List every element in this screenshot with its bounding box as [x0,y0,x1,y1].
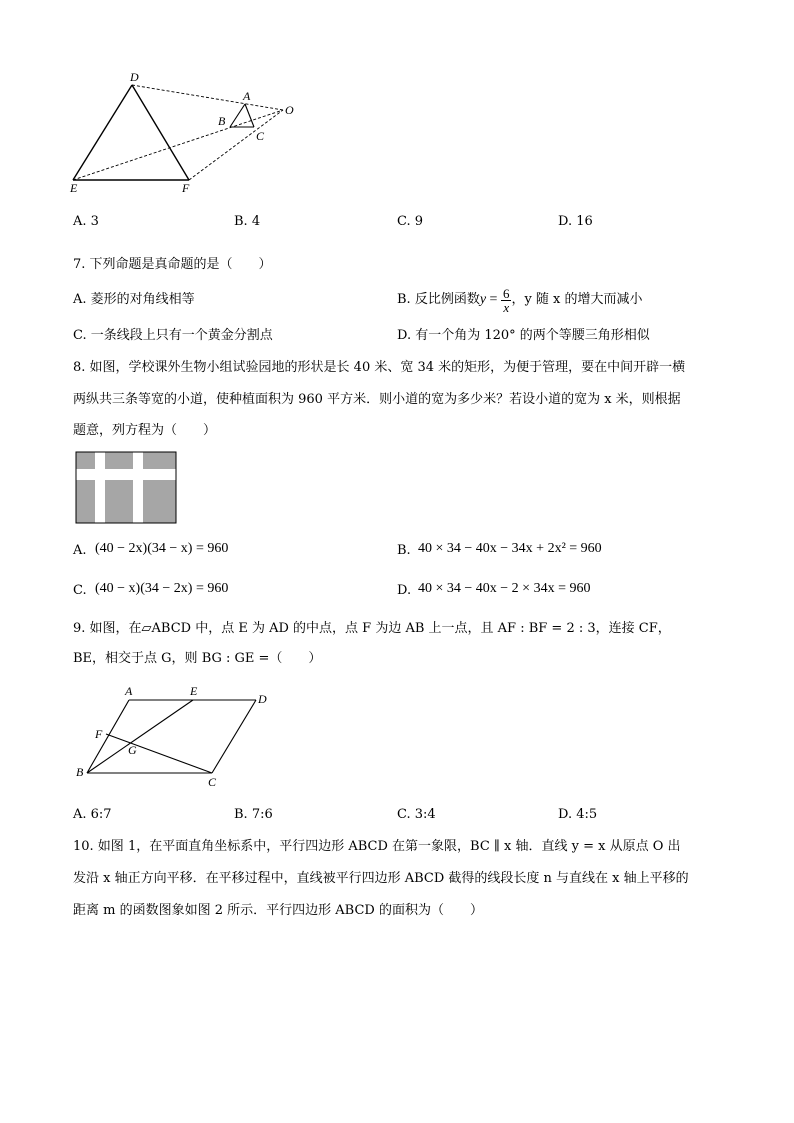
q7-option-b-prefix: B. 反比例函数 [397,292,480,307]
segment-BE [87,700,193,773]
q8-stem-line1: 8. 如图，学校课外生物小组试验园地的形状是长 40 米、宽 34 米的矩形，为便于管理，要在中间开辟一横 [73,360,686,375]
q7-option-b-suffix: ，y 随 x 的增大而减小 [511,292,643,307]
q10-stem-line2: 发沿 x 轴正方向平移．在平移过程中，直线被平行四边形 ABCD 截得的线段长度 n 与直线在 x 轴上平移的 [73,871,689,886]
q7-fraction-numerator: 6 [502,285,510,301]
side-AB [87,700,129,773]
q9-option-a[interactable]: A. 6:7 [73,807,112,822]
q9-stem-line1: 9. 如图，在▱ABCD 中，点 E 为 AD 的中点，点 F 为边 AB 上一点，且 AF : BF = 2 : 3，连接 CF， [73,621,671,636]
segment-CF [106,734,212,773]
q9-option-c[interactable]: C. 3:4 [397,807,436,822]
q8-option-b-equation[interactable]: 40 × 34 − 40x − 34x + 2x² = 960 [418,541,602,556]
q9-label-A: A [125,684,133,698]
q6-option-a[interactable]: A. 3 [73,214,99,229]
q6-option-d[interactable]: D. 16 [558,214,593,229]
q9-label-G: G [128,743,137,757]
q9-option-b[interactable]: B. 7:6 [234,807,273,822]
q9-label-D: D [258,692,267,706]
q6-label-C: C [256,129,265,143]
q8-stem-line2: 两纵共三条等宽的小道，使种植面积为 960 平方米．则小道的宽为多少米？若设小道的宽为 x 米，则根据 [73,392,681,407]
q6-option-b[interactable]: B. 4 [234,214,261,229]
q8-option-d-equation[interactable]: 40 × 34 − 40x − 2 × 34x = 960 [418,581,591,596]
q9-label-E: E [190,684,198,698]
q9-label-C: C [208,775,217,789]
q8-option-c-equation[interactable]: (40 − x)(34 − 2x) = 960 [95,581,229,596]
side-DC [212,700,256,773]
q9-label-F: F [95,727,103,741]
q7-option-d[interactable]: D. 有一个角为 120° 的两个等腰三角形相似 [397,328,650,343]
q6-label-E: E [70,181,78,195]
q7-fraction-denominator: x [503,299,510,315]
q6-label-D: D [130,70,139,84]
q9-stem-line2: BE，相交于点 G，则 BG : GE =（ ） [73,651,322,666]
q10-stem-line3: 距离 m 的函数图象如图 2 所示．平行四边形 ABCD 的面积为（ ） [73,903,483,918]
q6-option-c[interactable]: C. 9 [397,214,424,229]
q6-label-O: O [285,103,294,117]
q6-label-F: F [182,181,190,195]
q9-option-d[interactable]: D. 4:5 [558,807,598,822]
q6-label-B: B [218,114,226,128]
q7-stem: 7. 下列命题是真命题的是（ ） [73,257,272,272]
q7-option-c[interactable]: C. 一条线段上只有一个黄金分割点 [73,328,273,343]
q10-stem-line1: 10. 如图 1，在平面直角坐标系中，平行四边形 ABCD 在第一象限，BC ∥ x 轴．直线 y = x 从原点 O 出 [73,839,681,854]
q8-option-c-label[interactable]: C. [73,583,87,598]
q8-option-d-label[interactable]: D. [397,583,412,598]
q8-option-a-equation[interactable]: (40 − 2x)(34 − x) = 960 [95,541,229,556]
q8-option-b-label[interactable]: B. [397,543,411,558]
q9-label-B: B [76,765,84,779]
q7-option-a[interactable]: A. 菱形的对角线相等 [73,292,195,307]
q8-option-a-label[interactable]: A. [73,543,87,558]
q7-option-b-eq: = [486,292,501,307]
q6-label-A: A [243,89,251,103]
q7-option-b-func-y: y [479,292,487,307]
q8-stem-line3: 题意，列方程为（ ） [73,423,217,438]
